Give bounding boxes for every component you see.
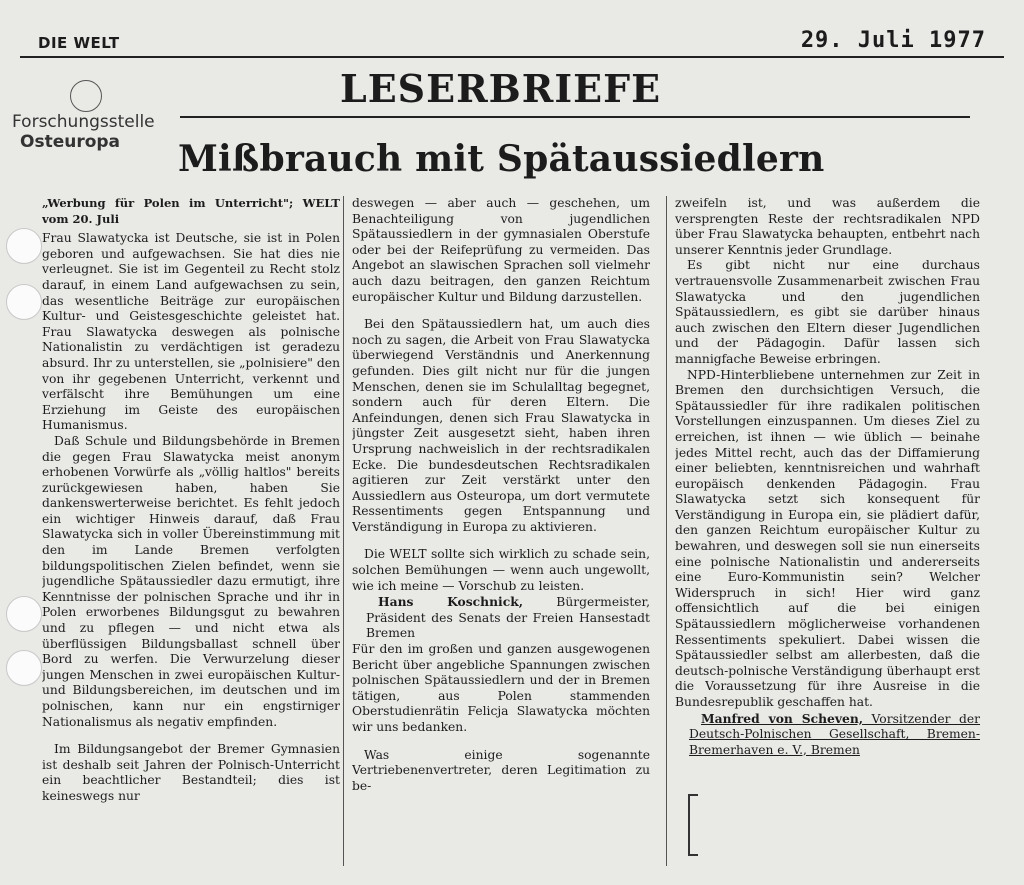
margin-bracket-mark [688, 794, 698, 856]
signature-name: Hans Koschnick, [378, 594, 523, 610]
signature-title: Bürgermeister, Präsident des Senats der Freien Hansestadt Bremen [366, 595, 650, 641]
masthead-rule [20, 56, 1004, 58]
stamp-circle-icon [70, 80, 102, 112]
newspaper-name: DIE WELT [38, 34, 120, 52]
column-divider [666, 196, 667, 866]
column-2 [352, 196, 650, 871]
punch-hole [6, 228, 42, 264]
punch-hole [6, 596, 42, 632]
punch-hole [6, 284, 42, 320]
paragraph: zweifeln ist, und was außerdem die versprengten Reste der rechtsradikalen NPD über Frau Slawatycka behaupten, entbehrt nach unserer Kenntnis jeder Grundlage. [675, 196, 980, 257]
column-divider [343, 196, 344, 866]
column-3 [675, 196, 980, 871]
paragraph: Im Bildungsangebot der Bremer Gymnasien ist deshalb seit Jahren der Polnisch-Unterricht ein beachtlicher Bestandteil; dies ist keineswegs nur [42, 742, 340, 803]
signature-title: Vorsitzender der Deutsch-Polnischen Gesellschaft, Bremen-Bremerhaven e. V., Bremen [689, 711, 980, 757]
archive-stamp [12, 80, 162, 150]
section-rule [180, 116, 970, 118]
section-title: LESERBRIEFE [340, 66, 662, 111]
publication-date: 29. Juli 1977 [800, 28, 986, 53]
paragraph: NPD-Hinterbliebene unternehmen zur Zeit in Bremen den durchsichtigen Versuch, die Spätaussiedler für ihre radikalen politischen Vorstellungen einzuspannen. Um dieses Ziel zu erreichen, ist ihnen — wie üblich — beinahe jedes Mittel recht, auch das der Diffamierung einer beliebten, kenntnisreichen und wahrhaft europäisch denkenden Pädagogin. Frau Slawatycka setzt sich konsequent für Verständigung in Europa ein, sie plädiert dafür, den ganzen Reichtum europäischer Kultur zu bewahren, und deswegen soll sie nun einerseits eine polnische Nationalistin und andererseits eine Euro-Kommunistin sein? Welcher Widerspruch in sich! Hier wird ganz offensichtlich auf die bei einigen Spätaussiedlern möglicherweise vorhandenen Ressentiments spekuliert. Dabei wissen die Spätaussiedler selbst am allerbesten, daß die deutsch-polnische Verständigung überhaupt erst die Voraussetzung für ihre Ausreise in die Bundesrepublik geschaffen hat. [675, 367, 980, 709]
paragraph: Was einige sogenannte Vertriebenenvertreter, deren Legitimation zu be- [352, 747, 650, 793]
paragraph: Die WELT sollte sich wirklich zu schade sein, solchen Bemühungen — wenn auch ungewollt, wie ich meine — Vorschub zu leisten. [352, 547, 650, 593]
signature-scheven [675, 711, 980, 759]
paragraph: deswegen — aber auch — geschehen, um Benachteiligung von jugendlichen Spätaussiedlern in der gymnasialen Oberstufe oder bei der Reifeprüfung zu vermeiden. Das Angebot an slawischen Sprachen soll vielmehr auch dazu beitragen, den ganzen Reichtum europäischer Kultur und Bildung darzustellen. [352, 196, 650, 304]
paragraph: Frau Slawatycka ist Deutsche, sie ist in Polen geboren und aufgewachsen. Sie hat dies nie verleugnet. Sie ist im Gegenteil zu Recht stolz darauf, in einem Land aufgewachsen zu sein, das wesentliche Beiträge zur europäischen Kultur- und Geistesgeschichte geleistet hat. Frau Slawatycka deswegen als polnische Nationalistin zu verdächtigen ist geradezu absurd. Ihr zu unterstellen, sie „polnisiere" den von ihr gegebenen Unterricht, verkennt und verfälscht ihre Bemühungen um eine Erziehung im Geiste des europäischen Humanismus. [42, 231, 340, 433]
column-1 [42, 196, 340, 871]
headline: Mißbrauch mit Spätaussiedlern [178, 138, 825, 180]
paragraph: Daß Schule und Bildungsbehörde in Bremen die gegen Frau Slawatycka meist anonym erhobenen Vorwürfe als „völlig haltlos" bereits zurückgewiesen haben, haben Sie dankenswerterweise berichtet. Es fehlt jedoch ein wichtiger Hinweis darauf, daß Frau Slawatycka sich in voller Übereinstimmung mit den im Lande Bremen verfolgten bildungspolitischen Zielen befindet, wenn sie jugendliche Spätaussiedler dazu ermutigt, ihre Kenntnisse der polnischen Sprache und ihr in Polen erworbenes Bildungsgut zu bewahren und zu pflegen — und nicht etwa als überflüssigen Bildungsballast schnell über Bord zu werfen. Die Verwurzelung dieser jungen Menschen in zwei europäischen Kultur- und Bildungsbereichen, im deutschen und im polnischen, kann nur ein engstirniger Nationalismus als negativ empfinden. [42, 433, 340, 729]
paragraph: Für den im großen und ganzen ausgewogenen Bericht über angebliche Spannungen zwischen polnischen Spätaussiedlern und der in Bremen tätigen, aus Polen stammenden Oberstudienrätin Felicja Slawatycka möchten wir uns bedanken. [352, 642, 650, 734]
punch-hole [6, 650, 42, 686]
signature-koschnick [352, 594, 650, 642]
signature-name: Manfred von Scheven, [701, 710, 864, 726]
letter-reference: „Werbung für Polen im Unterricht"; WELT vom 20. Juli [42, 196, 340, 226]
archive-stamp-line2: Osteuropa [20, 132, 121, 152]
paragraph: Bei den Spätaussiedlern hat, um auch dies noch zu sagen, die Arbeit von Frau Slawatycka überwiegend Verständnis und Anerkennung gefunden. Dies gilt nicht nur für die jungen Menschen, denen sie im Schulalltag begegnet, sondern auch für deren Eltern. Die Anfeindungen, denen sich Frau Slawatycka in jüngster Zeit ausgesetzt sieht, haben ihren Ursprung nachweislich in der rechtsradikalen Ecke. Die bundesdeutschen Rechtsradikalen agitieren zur Zeit verstärkt unter den Aussiedlern aus Osteuropa, um dort vermutete Ressentiments gegen Entspannung und Verständigung in Europa zu aktivieren. [352, 317, 650, 534]
paragraph: Es gibt nicht nur eine durchaus vertrauensvolle Zusammenarbeit zwischen Frau Slawatycka und den jugendlichen Spätaussiedlern, es gibt sie darüber hinaus auch zwischen den Eltern dieser Jugendlichen und der Pädagogin. Dafür lassen sich mannigfache Beweise erbringen. [675, 258, 980, 366]
archive-stamp-line1: Forschungsstelle [12, 112, 155, 132]
